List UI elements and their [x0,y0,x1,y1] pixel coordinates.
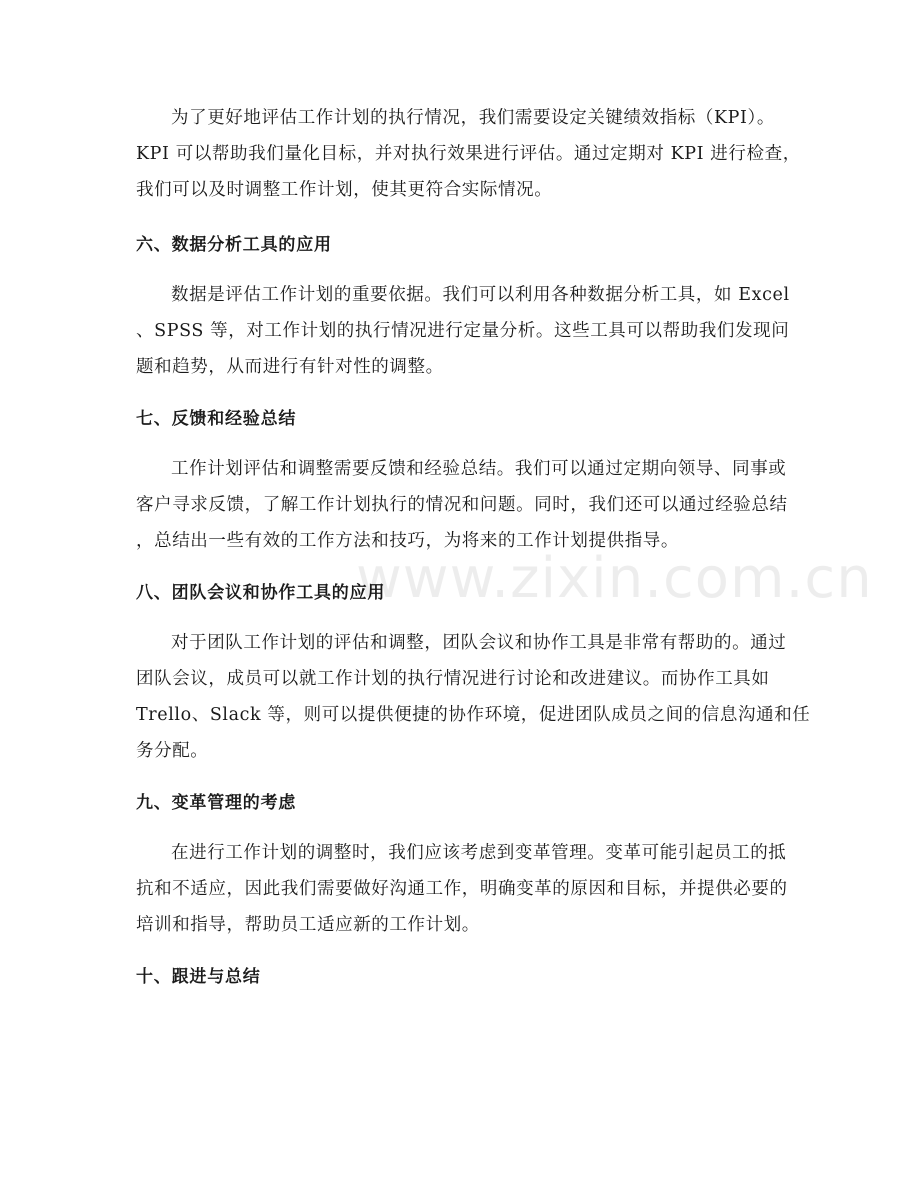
paragraph-line: ，总结出一些有效的工作方法和技巧，为将来的工作计划提供指导。 [136,531,679,551]
section-heading-10: 十、跟进与总结 [136,967,261,987]
paragraph-line: 题和趋势，从而进行有针对性的调整。 [136,357,444,377]
watermark: www.zixin.com.cn [356,546,873,611]
paragraph-line: 培训和指导，帮助员工适应新的工作计划。 [136,915,480,935]
paragraph-section-8 [136,625,811,769]
paragraph-line: KPI 可以帮助我们量化目标，并对执行效果进行评估。通过定期对 KPI 进行检查， [136,144,801,164]
paragraph-line: 我们可以及时调整工作计划，使其更符合实际情况。 [136,180,553,200]
paragraph-section-7 [136,451,788,559]
paragraph-line: 客户寻求反馈，了解工作计划执行的情况和问题。同时，我们还可以通过经验总结 [136,495,788,515]
paragraph-kpi [136,100,801,208]
paragraph-line: 为了更好地评估工作计划的执行情况，我们需要设定关键绩效指标（KPI）。 [171,108,776,128]
paragraph-section-6 [136,277,790,385]
paragraph-line: Trello、Slack 等，则可以提供便捷的协作环境，促进团队成员之间的信息沟通和任 [136,705,811,725]
paragraph-line: 抗和不适应，因此我们需要做好沟通工作，明确变革的原因和目标，并提供必要的 [136,879,788,899]
paragraph-line: 工作计划评估和调整需要反馈和经验总结。我们可以通过定期向领导、同事或 [171,459,787,479]
section-heading-7: 七、反馈和经验总结 [136,409,297,429]
paragraph-line: 对于团队工作计划的评估和调整，团队会议和协作工具是非常有帮助的。通过 [171,633,787,653]
section-heading-6: 六、数据分析工具的应用 [136,235,332,255]
section-heading-8: 八、团队会议和协作工具的应用 [136,583,386,603]
paragraph-line: 、SPSS 等，对工作计划的执行情况进行定量分析。这些工具可以帮助我们发现问 [136,321,790,341]
paragraph-line: 数据是评估工作计划的重要依据。我们可以利用各种数据分析工具，如 Excel [171,285,790,305]
section-heading-9: 九、变革管理的考虑 [136,793,297,813]
paragraph-line: 务分配。 [136,741,209,761]
paragraph-line: 团队会议，成员可以就工作计划的执行情况进行讨论和改进建议。而协作工具如 [136,669,770,689]
paragraph-line: 在进行工作计划的调整时，我们应该考虑到变革管理。变革可能引起员工的抵 [171,843,787,863]
paragraph-section-9 [136,835,788,943]
